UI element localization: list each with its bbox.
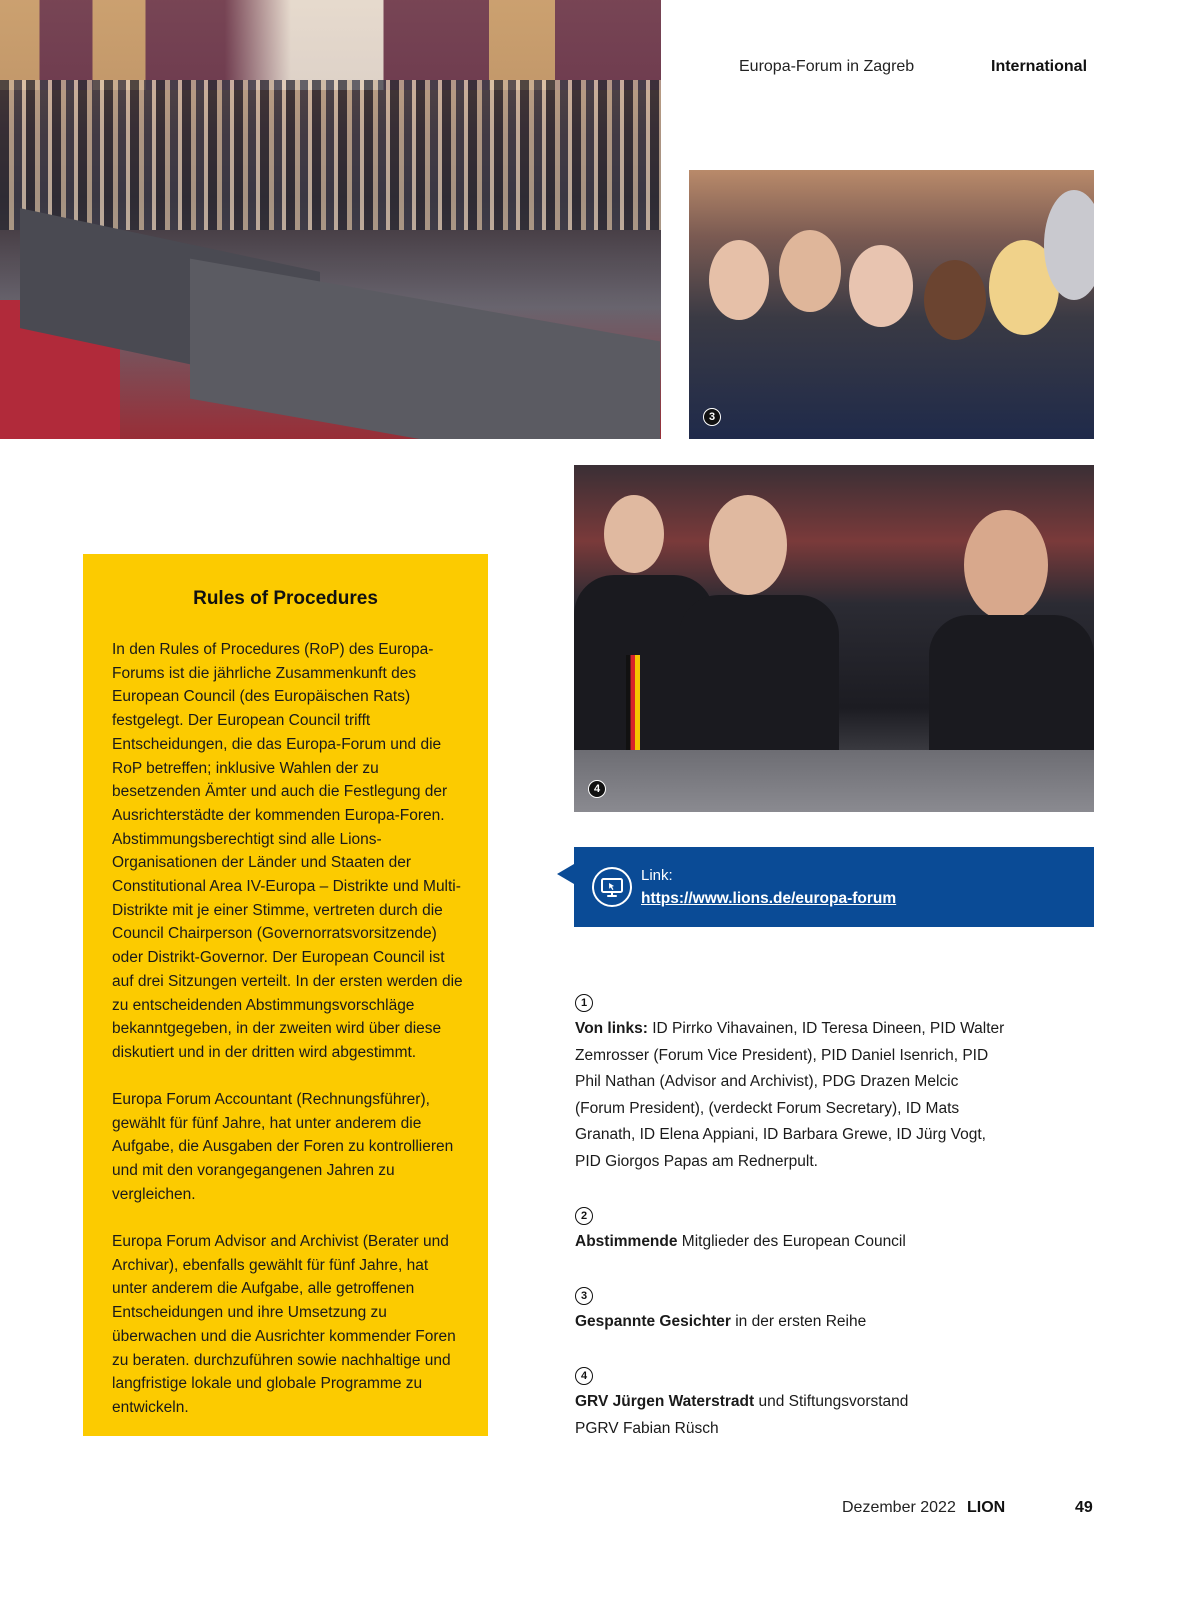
rules-title: Rules of Procedures xyxy=(193,588,378,609)
footer-magazine-name: LION xyxy=(967,1499,1006,1516)
rubric-label: International xyxy=(991,58,1088,75)
rules-paragraph: In den Rules of Procedures (RoP) des Europa-Forums ist die jährliche Zusammenkunft des European Council (des Europäischen Rats) festgelegt. Der European Council trifft Entscheidungen, die das Europa-Forum und die RoP betreffen; inklusive Wahlen der zu besetzenden Ämter und auch die Festlegung der Ausrichterstädte der kommenden Europa-Foren. Abstimmungsberechtigt sind alle Lions-Organisationen der Länder und Staaten der Constitutional Area IV-Europa – Distrikte und Multi-Distrikte mit je einer Stimme, vertreten durch die Council Chairperson (Governorratsvorsitzende) oder Distrikt-Governor. Der European Council ist auf drei Sitzungen verteilt. In der ersten werden die zu entscheidenden Abstimmungsvorschläge bekanntgegeben, in der zweiten wird über diese diskutiert und in der dritten wird abgestimmt. xyxy=(112,641,463,1061)
photo-face xyxy=(779,230,841,312)
photo-number-badge: 4 xyxy=(588,780,606,798)
section-title: Europa-Forum in Zagreb xyxy=(739,58,915,75)
caption-number: 3 xyxy=(575,1287,593,1305)
photo-face xyxy=(964,510,1048,620)
caption-text xyxy=(575,1389,955,1442)
photo-delegates xyxy=(574,465,1094,812)
rules-info-box xyxy=(83,554,488,1436)
page-number: 49 xyxy=(1075,1499,1093,1516)
photo-face xyxy=(924,260,986,340)
rules-paragraph: Europa Forum Advisor and Archivist (Berater und Archivar), ebenfalls gewählt für fünf Jahre, hat unter anderem die Aufgabe, alle getroffenen Entscheidungen und ihre Umsetzung zu überwachen und die Ausrichter kommender Foren zu beraten. durchzuführen sowie nachhaltige und langfristige lokale und globale Programme zu entwickeln. xyxy=(112,1233,456,1416)
photo-suit xyxy=(679,595,839,765)
caption-number: 4 xyxy=(575,1367,593,1385)
caption-bold: GRV Jürgen Waterstradt xyxy=(575,1393,755,1410)
caption-text xyxy=(575,1229,1005,1256)
photo-suit xyxy=(929,615,1094,765)
computer-screen-icon xyxy=(592,867,632,907)
link-box xyxy=(574,847,1094,927)
caption-bold: Von links: xyxy=(575,1020,648,1037)
caption-body: Mitglieder des European Council xyxy=(677,1233,906,1250)
caption-body: ID Pirrko Vihavainen, ID Teresa Dineen, PID Walter Zemrosser (Forum Vice President), PID Daniel Isenrich, PID Phil Nathan (Advisor and Archivist), PDG Drazen Melcic (Forum President), (verdeckt Forum Secretary), ID Mats Granath, ID Elena Appiani, ID Barbara Grewe, ID Jürg Vogt, PID Giorgos Papas am Rednerpult. xyxy=(575,1020,1005,1170)
footer-issue-date: Dezember 2022 xyxy=(842,1499,956,1516)
photo-face xyxy=(709,495,787,595)
photo-front-row xyxy=(689,170,1094,439)
photo-table xyxy=(574,750,1094,812)
photo-hall-desk xyxy=(190,259,660,439)
caption-body: und Stiftungsvorstand PGRV Fabian Rüsch xyxy=(575,1393,909,1437)
photo-number-badge: 3 xyxy=(703,408,721,426)
link-box-pointer xyxy=(557,864,574,884)
caption-number: 1 xyxy=(575,994,593,1012)
caption-number: 2 xyxy=(575,1207,593,1225)
photo-face xyxy=(709,240,769,320)
forum-url-link[interactable]: https://www.lions.de/europa-forum xyxy=(641,890,897,907)
caption-body: in der ersten Reihe xyxy=(730,1313,867,1330)
photo-hall-wall xyxy=(0,0,661,90)
caption-text xyxy=(575,1016,1005,1176)
photo-hall-crowd xyxy=(0,80,661,230)
photo-conference-hall xyxy=(0,0,661,439)
caption-bold: Gespannte Gesichter xyxy=(575,1313,731,1330)
caption-text xyxy=(575,1309,1005,1336)
link-label: Link: xyxy=(641,867,673,884)
caption-bold: Abstimmende xyxy=(575,1233,678,1250)
photo-face xyxy=(604,495,664,573)
rules-paragraph: Europa Forum Accountant (Rechnungsführer), gewählt für fünf Jahre, hat unter anderem die Aufgabe, die Ausgaben der Foren zu kontrollieren und mit den vorangegangenen Jahren zu vergleichen. xyxy=(112,1091,454,1203)
photo-face xyxy=(849,245,913,327)
